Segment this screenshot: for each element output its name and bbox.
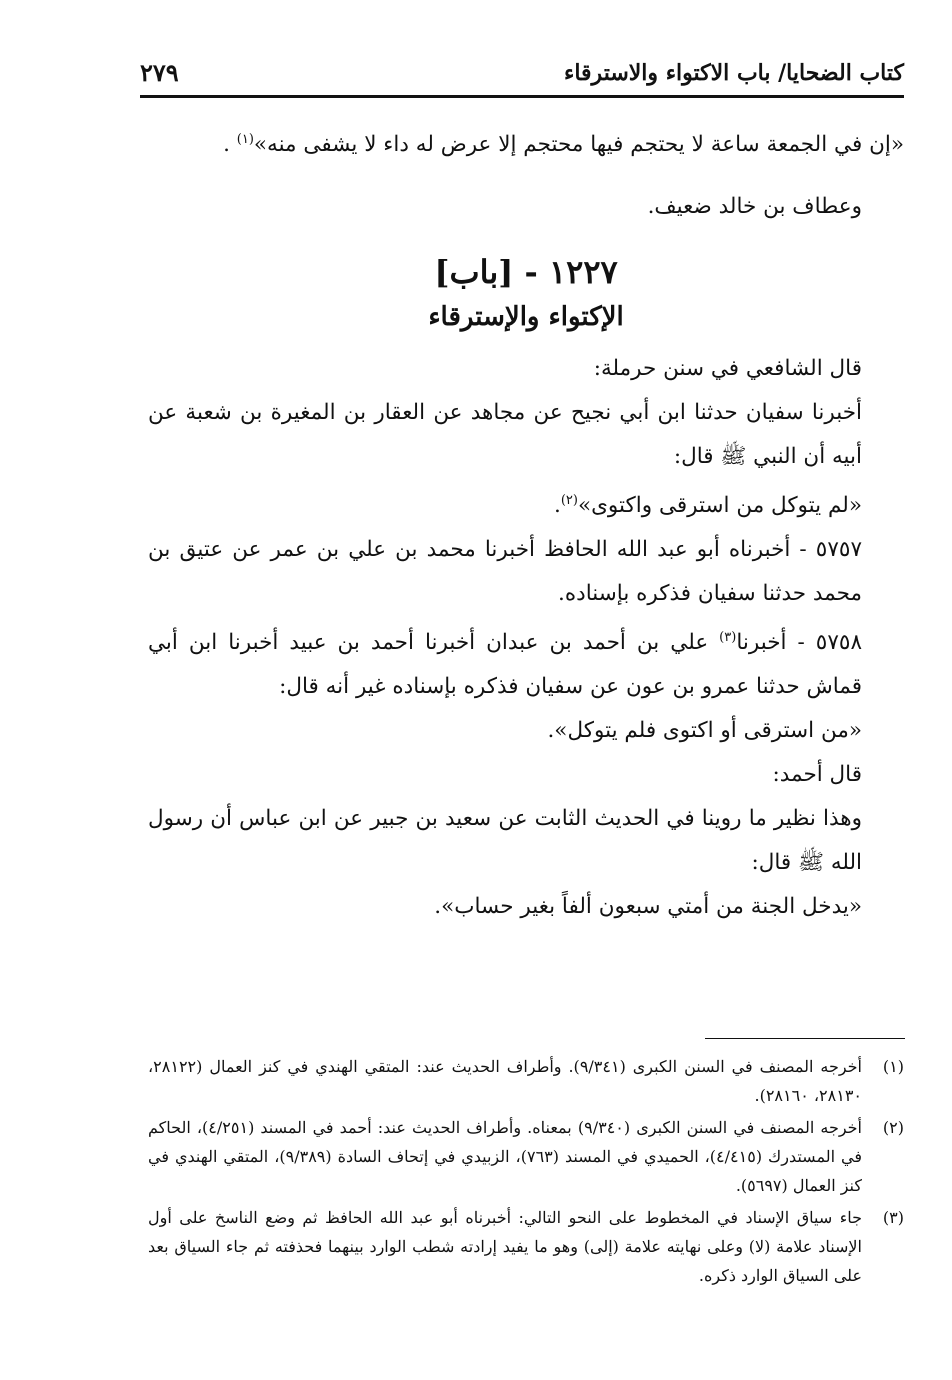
footnote-text: أخرجه المصنف في السنن الكبرى (٩/٣٤١). وأطراف الحديث عند: المتقي الهندي في كنز العمال (٢٨١٢٢، ٢٨١٣٠، ٢٨١٦٠). <box>148 1057 863 1105</box>
footnote-number: (٢) <box>882 1118 904 1137</box>
footnote-3 <box>148 1203 904 1290</box>
paragraph-ataf: وعطاف بن خالد ضعيف. <box>647 194 862 220</box>
hadith-quote-3: «من استرقى أو اكتوى فلم يتوكل». <box>547 718 862 744</box>
chapter-number: ١٢٢٧ - [باب] <box>434 253 618 292</box>
footnote-ref-1: (١) <box>236 132 254 147</box>
hadith-5757: ٥٧٥٧ - أخبرناه أبو عبد الله الحافظ أخبرنا محمد بن علي بن عمر عن عتيق بن محمد حدثنا سفيان فذكره بإسناده. <box>148 537 862 607</box>
hadith-5758 <box>148 616 904 709</box>
footnotes <box>148 1052 904 1293</box>
footnote-text: أخرجه المصنف في السنن الكبرى (٩/٣٤٠) بمعناه. وأطراف الحديث عند: أحمد في المسند (٤/٢٥١)، الحاكم في المستدرك (٤/٤١٥)، الحميدي في المسند (٧٦٣)، الزبيدي في إتحاف السادة (٩/٣٨٩)، المتقي الهندي في كنز العمال (٥٦٩٧). <box>148 1118 862 1195</box>
hadith-text: «إن في الجمعة ساعة لا يحتجم فيها محتجم إلا عرض له داء لا يشفى منه» <box>253 132 904 158</box>
footnote-1 <box>148 1052 904 1110</box>
chapter-heading <box>148 247 904 337</box>
footnote-text: جاء سياق الإسناد في المخطوط على النحو التالي: أخبرناه أبو عبد الله الحافظ ثم وضع الناسخ على أول الإسناد علامة (لا) وعلى نهايته علامة (إلى) وهو ما يفيد إرادته شطب الوارد بينهما فحذفته ثم جاء السياق بعد على السياق الوارد ذكره. <box>148 1208 862 1285</box>
hadith-number-text: ٥٧٥٨ - أخبرنا <box>736 630 862 656</box>
main-text <box>148 118 904 929</box>
chapter-title: الإكتواء والإسترقاء <box>428 302 624 333</box>
footnote-ref-2: (٢) <box>560 493 578 509</box>
footnote-ref-3: (٣) <box>719 630 737 646</box>
footnote-number: (٣) <box>882 1208 904 1227</box>
paragraph-isnad-1: أخبرنا سفيان حدثنا ابن أبي نجيح عن مجاهد عن العقار بن المغيرة بن شعبة عن أبيه أن النبي ﷺ قال: <box>148 400 862 470</box>
footnote-number: (١) <box>882 1057 904 1076</box>
hadith-text: «لم يتوكل من استرقى واكتوى» <box>577 493 862 519</box>
paragraph-nazir: وهذا نظير ما روينا في الحديث الثابت عن سعيد بن جبير عن ابن عباس أن رسول الله ﷺ قال: <box>148 806 862 876</box>
page-number: ٢٧٩ <box>140 58 179 87</box>
footnote-separator <box>705 1038 905 1039</box>
header-title: كتاب الضحايا/ باب الاكتواء والاسترقاء <box>563 60 904 86</box>
hadith-quote-1: «إن في الجمعة ساعة لا يحتجم فيها محتجم إلا عرض له داء لا يشفى منه»$^{(١)}$ . <box>223 132 904 158</box>
footnote-2 <box>148 1113 904 1200</box>
header-rule <box>140 95 904 98</box>
paragraph-shafii: قال الشافعي في سنن حرملة: <box>593 356 862 382</box>
hadith-quote-2: «لم يتوكل من استرقى واكتوى»$^{(٢)}$. <box>553 493 862 519</box>
isnad-text: علي بن أحمد بن عبدان أخبرنا أحمد بن عبيد أخبرنا ابن أبي قماش حدثنا عمرو بن عون عن سفيان فذكره بإسناده غير أنه قال: <box>148 630 862 700</box>
hadith-quote-4: «يدخل الجنة من أمتي سبعون ألفاً بغير حساب». <box>434 894 862 920</box>
paragraph-qala-ahmad: قال أحمد: <box>772 762 862 788</box>
running-header <box>140 56 904 92</box>
